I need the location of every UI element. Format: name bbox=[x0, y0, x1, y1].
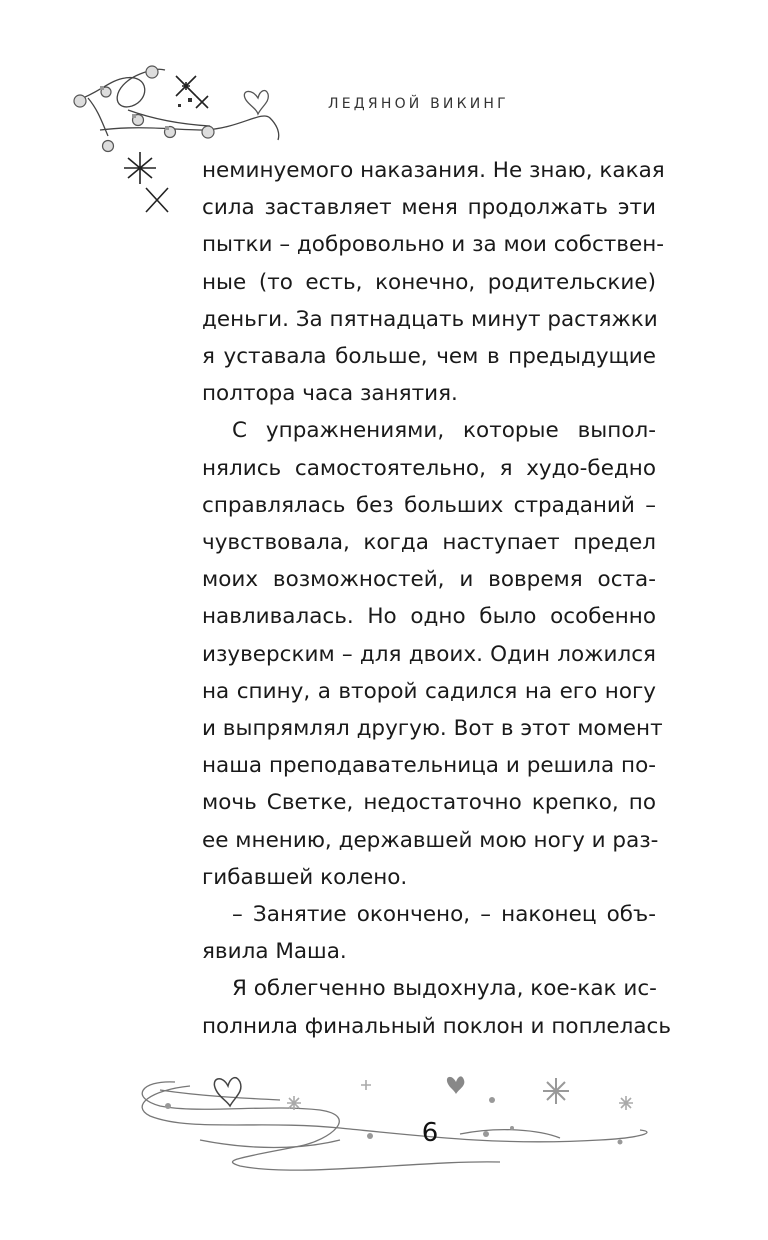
heart-outline-icon bbox=[244, 91, 268, 114]
text-line: ные (то есть, конечно, родительские) bbox=[202, 269, 656, 295]
heart-outline-icon bbox=[214, 1078, 241, 1106]
text-line: деньги. За пятнадцать минут растяжки bbox=[202, 306, 658, 332]
text-line: навливалась. Но одно было особенно bbox=[202, 604, 656, 630]
paragraph-4 bbox=[202, 970, 672, 1044]
text-line: я уставала больше, чем в предыдущие bbox=[202, 344, 656, 370]
text-line: мочь Светке, недостаточно крепко, по bbox=[202, 790, 656, 816]
text-line: наша преподавательница и решила по- bbox=[202, 753, 656, 779]
text-line: справлялась без больших страданий – bbox=[202, 492, 656, 518]
text-line: изуверским – для двоих. Один ложился bbox=[202, 641, 656, 667]
heart-filled-icon bbox=[447, 1076, 464, 1094]
text-line: пытки – добровольно и за мои собствен- bbox=[202, 232, 665, 258]
text-line: явила Маша. bbox=[202, 939, 347, 965]
paragraph-2 bbox=[202, 412, 663, 896]
running-header-title: ЛЕДЯНОЙ ВИКИНГ bbox=[328, 96, 509, 112]
sparkle-star-icon bbox=[124, 76, 208, 212]
text-line: на спину, а второй садился на его ногу bbox=[202, 678, 656, 704]
text-line: моих возможностей, и вовремя оста- bbox=[202, 567, 656, 593]
paragraph-1 bbox=[202, 152, 665, 412]
snowflake-icon bbox=[543, 1078, 569, 1104]
page-number: 6 bbox=[421, 1118, 439, 1148]
paragraph-3 bbox=[202, 896, 656, 970]
text-line: – Занятие окончено, – наконец объ- bbox=[232, 902, 656, 928]
text-line: С упражнениями, которые выпол- bbox=[232, 418, 656, 444]
text-line: и выпрямлял другую. Вот в этот момент bbox=[202, 716, 663, 742]
text-line: нялись самостоятельно, я худо-бедно bbox=[202, 455, 656, 481]
text-line: Я облегченно выдохнула, кое-как ис- bbox=[232, 976, 657, 1002]
text-line: ее мнению, державшей мою ногу и раз- bbox=[202, 827, 659, 853]
text-line: полтора часа занятия. bbox=[202, 381, 458, 407]
text-line: неминуемого наказания. Не знаю, какая bbox=[202, 158, 665, 183]
text-line: полнила финальный поклон и поплелась bbox=[202, 1013, 672, 1039]
text-line: гибавшей колено. bbox=[202, 864, 408, 890]
body-text bbox=[202, 152, 672, 1045]
text-line: сила заставляет меня продолжать эти bbox=[202, 195, 656, 221]
text-line: чувствовала, когда наступает предел bbox=[202, 530, 656, 556]
